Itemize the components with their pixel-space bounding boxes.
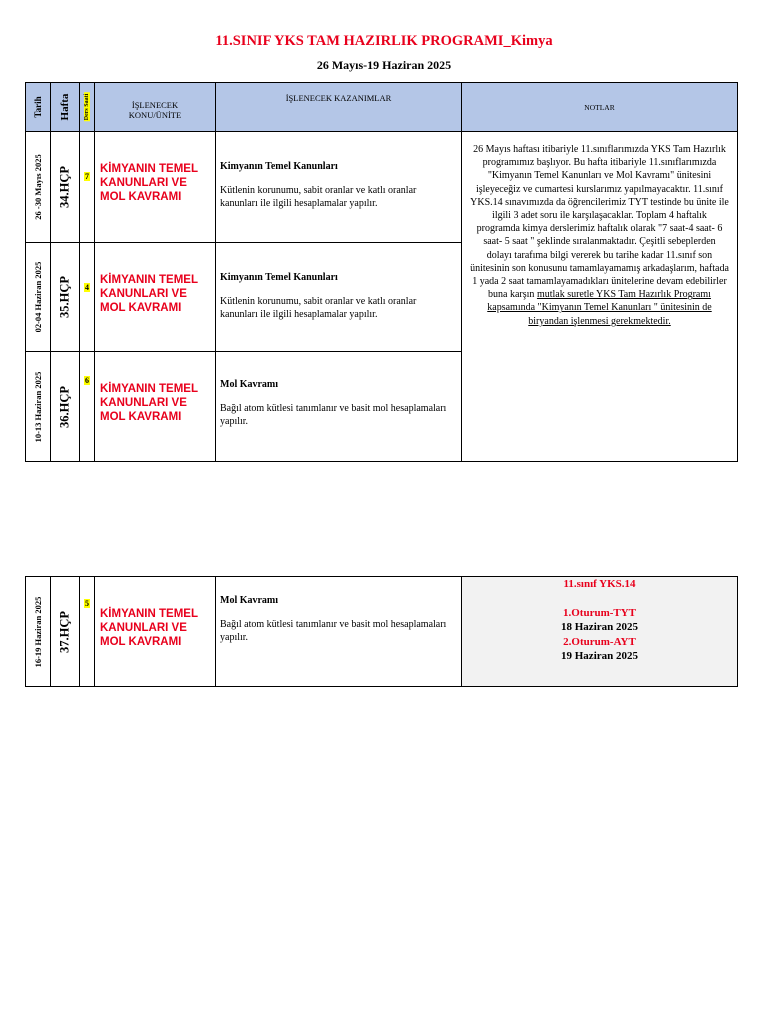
exam-session-2-date: 19 Haziran 2025: [561, 650, 638, 662]
document-subtitle: 26 Mayıs-19 Haziran 2025: [316, 58, 452, 72]
row-date: 16-19 Haziran 2025: [26, 577, 51, 687]
notes-text: 26 Mayıs haftası itibariyle 11.sınıflarımızda YKS Tam Hazırlık programımız başlıyor. Bu hafta itibariyle 11.sınıflarımızda "Kimyanın Temel Kanunları ve Mol Kavramı" ünitesini işleyeceğiz ve cumartesi kurslarımız yapılmayacaktır. 11.sınıf YKS.14 sınavımızda da öğrencilerimiz TYT testinde bu ünite ile ilgili 3 adet soru ile karşılaşacaklar. Toplam 4 haftalık programda kimya derslerimiz haftalık olarak "7 saat-4 saat- 6 saat- 5 saat " şeklinde sıralanmaktadır. Çeşitli sebeplerden dolayı tarafıma bilgi vererek bu tarihe kadar 11.sınıf son ünitesinin son konusunu tamamlayamamış arkadaşlarım, haftada 1 yada 2 saat tamamlayamadıkları ünitelerine devam edebilirler buna karşın: [470, 144, 729, 301]
header-hafta: Hafta: [51, 83, 80, 132]
exam-session-1: 1.Oturum-TYT: [562, 606, 637, 619]
row-topic: KİMYANIN TEMEL KANUNLARI VE MOL KAVRAMI: [95, 132, 216, 243]
row-outcome: [216, 577, 462, 687]
notes-cell: [462, 132, 738, 462]
outcome-title: Kimyanın Temel Kanunları: [220, 161, 338, 172]
header-kazanimlar: İŞLENECEK KAZANIMLAR: [216, 83, 462, 132]
outcome-description: Kütlenin korunumu, sabit oranlar ve katlı oranlar kanunları ile ilgili hesaplamalar yapılır.: [220, 185, 417, 209]
row-topic: KİMYANIN TEMEL KANUNLARI VE MOL KAVRAMI: [95, 243, 216, 352]
row-hours: 5: [80, 577, 95, 687]
row-week: 35.HÇP: [51, 243, 80, 352]
document-title: 11.SINIF YKS TAM HAZIRLIK PROGRAMI_Kimya: [215, 33, 553, 49]
header-konu: İŞLENECEK KONU/ÜNİTE: [95, 83, 216, 132]
row-topic: KİMYANIN TEMEL KANUNLARI VE MOL KAVRAMI: [95, 352, 216, 462]
exam-session-2: 2.Oturum-AYT: [563, 635, 636, 648]
row-week: 36.HÇP: [51, 352, 80, 462]
row-week: 34.HÇP: [51, 132, 80, 243]
header-ders-saati: Ders Saati: [80, 83, 95, 132]
outcome-title: Mol Kavramı: [220, 595, 279, 606]
notes-underlined-text: mutlak suretle YKS Tam Hazırlık Programı kapsamında "Kimyanın Temel Kanunları " ünitesinin de biryandan işlenmesi gerekmektedir.: [487, 289, 712, 327]
row-date: 10-13 Haziran 2025: [26, 352, 51, 462]
row-outcome: [216, 243, 462, 352]
outcome-description: Bağıl atom kütlesi tanımlanır ve basit mol hesaplamaları yapılır.: [220, 403, 447, 427]
table-row: [26, 577, 738, 687]
row-topic: KİMYANIN TEMEL KANUNLARI VE MOL KAVRAMI: [95, 577, 216, 687]
row-hours: 4: [80, 243, 95, 352]
row-outcome: [216, 352, 462, 462]
row-hours: 6: [80, 352, 95, 462]
schedule-table-continued: [25, 576, 738, 687]
schedule-table: [25, 82, 738, 462]
row-outcome: [216, 132, 462, 243]
exam-name: 11.sınıf YKS.14: [563, 578, 636, 590]
exam-session-1-date: 18 Haziran 2025: [561, 621, 638, 633]
header-tarih: Tarih: [26, 83, 51, 132]
outcome-description: Kütlenin korunumu, sabit oranlar ve katlı oranlar kanunları ile ilgili hesaplamalar yapılır.: [220, 296, 417, 320]
exam-notes-cell: [462, 577, 738, 687]
row-date: 02-04 Haziran 2025: [26, 243, 51, 352]
row-date: 26 -30 Mayıs 2025: [26, 132, 51, 243]
table-row: [26, 132, 738, 243]
table-header-row: [26, 83, 738, 132]
outcome-title: Mol Kavramı: [220, 379, 279, 390]
header-notlar: NOTLAR: [462, 83, 738, 132]
row-week: 37.HÇP: [51, 577, 80, 687]
outcome-description: Bağıl atom kütlesi tanımlanır ve basit mol hesaplamaları yapılır.: [220, 619, 447, 643]
outcome-title: Kimyanın Temel Kanunları: [220, 272, 338, 283]
row-hours: 7: [80, 132, 95, 243]
